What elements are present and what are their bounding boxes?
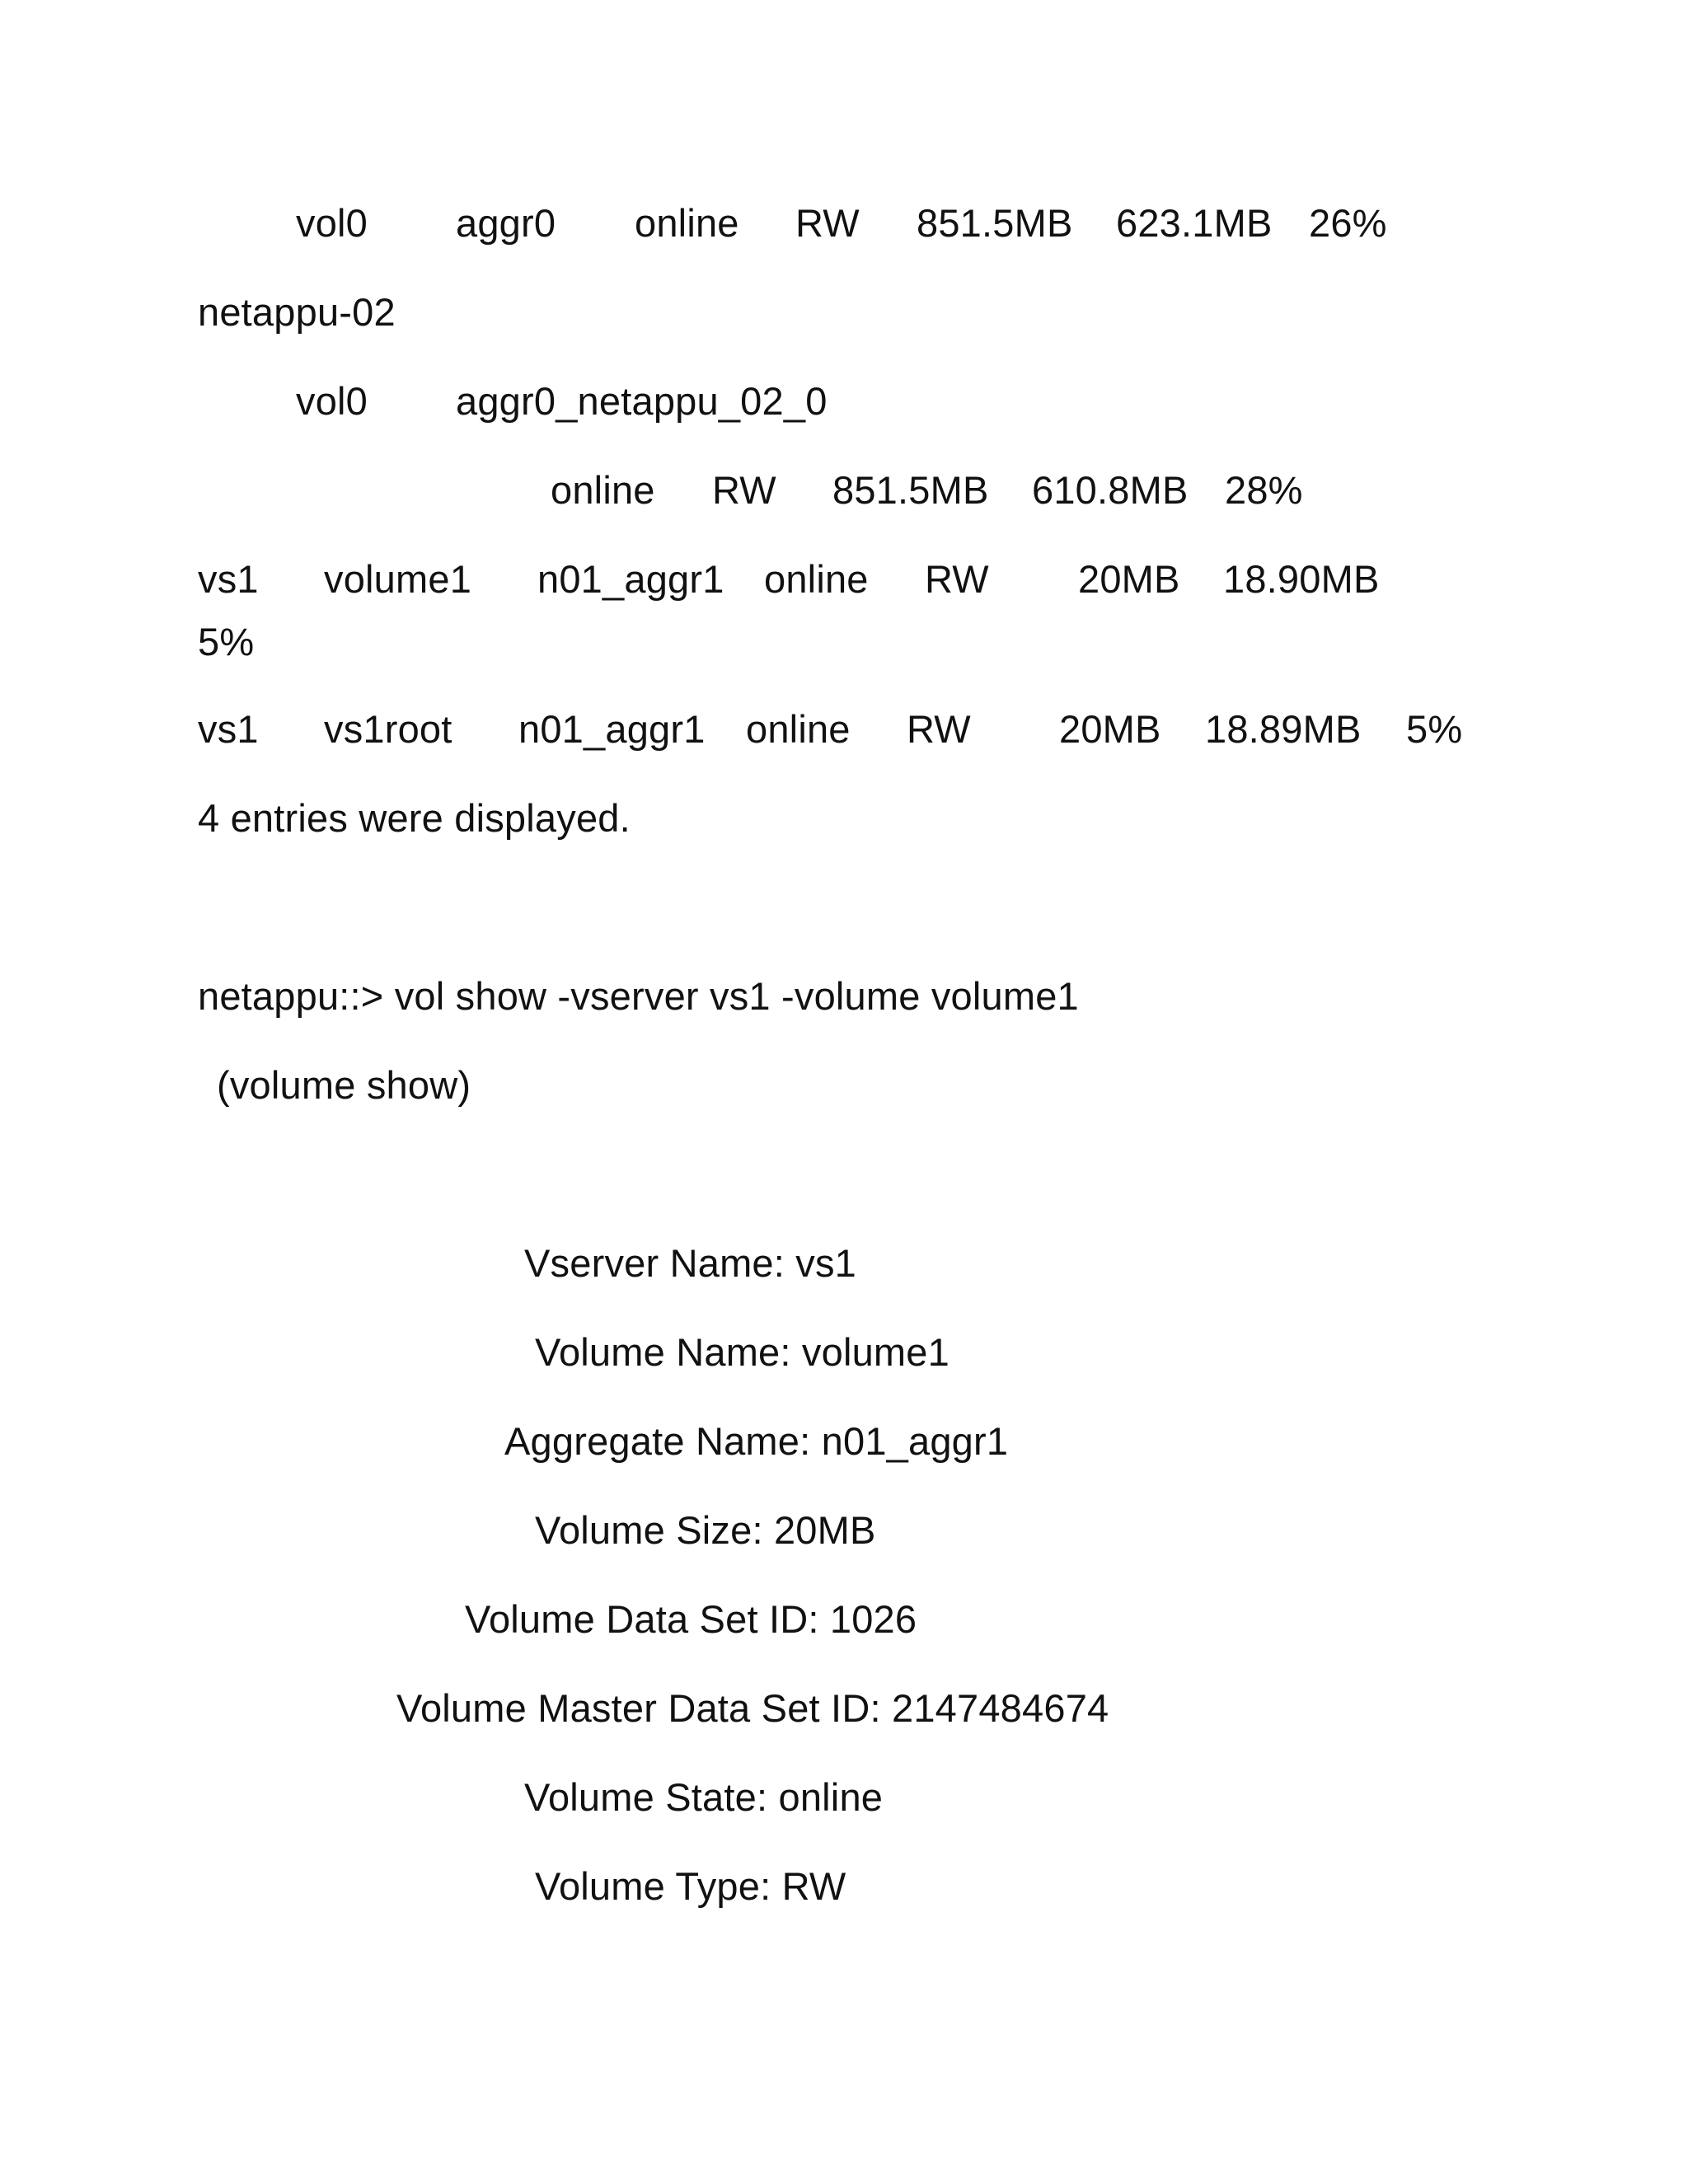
detail-aggregate-name: Aggregate Name: n01_aggr1 [504,1419,1009,1463]
row1-available: 623.1MB [1116,201,1273,245]
row3-state: online [764,557,869,601]
row3-available: 18.90MB [1223,557,1380,601]
row2-state: online [551,468,655,512]
row2-volume: vol0 [296,379,368,423]
row4-used-percent: 5% [1406,707,1463,751]
row1-aggregate: aggr0 [456,201,556,245]
row3-used-percent: 5% [198,620,255,663]
row2-used-percent: 28% [1225,468,1303,512]
row2-aggregate: aggr0_netappu_02_0 [456,379,828,423]
detail-volume-data-set-id: Volume Data Set ID: 1026 [465,1597,917,1641]
row2-size: 851.5MB [832,468,989,512]
detail-volume-name: Volume Name: volume1 [535,1330,950,1374]
row4-aggregate: n01_aggr1 [518,707,706,751]
row3-vserver: vs1 [198,557,259,601]
row3-size: 20MB [1078,557,1180,601]
row3-aggregate: n01_aggr1 [537,557,724,601]
command-line: netappu::> vol show -vserver vs1 -volume volume1 [198,974,1079,1018]
row4-state: online [746,707,851,751]
command-alias: (volume show) [217,1063,471,1107]
row1-used-percent: 26% [1309,201,1387,245]
detail-volume-type: Volume Type: RW [535,1864,846,1908]
row4-available: 18.89MB [1205,707,1362,751]
row1-volume: vol0 [296,201,368,245]
row2-type: RW [712,468,776,512]
row4-volume: vs1root [324,707,452,751]
detail-vserver-name: Vserver Name: vs1 [524,1241,857,1285]
detail-volume-state: Volume State: online [524,1775,884,1819]
row3-type: RW [925,557,989,601]
row4-size: 20MB [1059,707,1161,751]
entries-summary: 4 entries were displayed. [198,796,631,840]
row3-volume: volume1 [324,557,472,601]
row1-type: RW [795,201,860,245]
row1-size: 851.5MB [917,201,1073,245]
row1-state: online [635,201,739,245]
row4-vserver: vs1 [198,707,259,751]
row4-type: RW [907,707,971,751]
detail-volume-size: Volume Size: 20MB [535,1508,876,1552]
row2-available: 610.8MB [1032,468,1189,512]
detail-volume-master-data-set-id: Volume Master Data Set ID: 2147484674 [396,1686,1109,1730]
node-name: netappu-02 [198,290,396,334]
